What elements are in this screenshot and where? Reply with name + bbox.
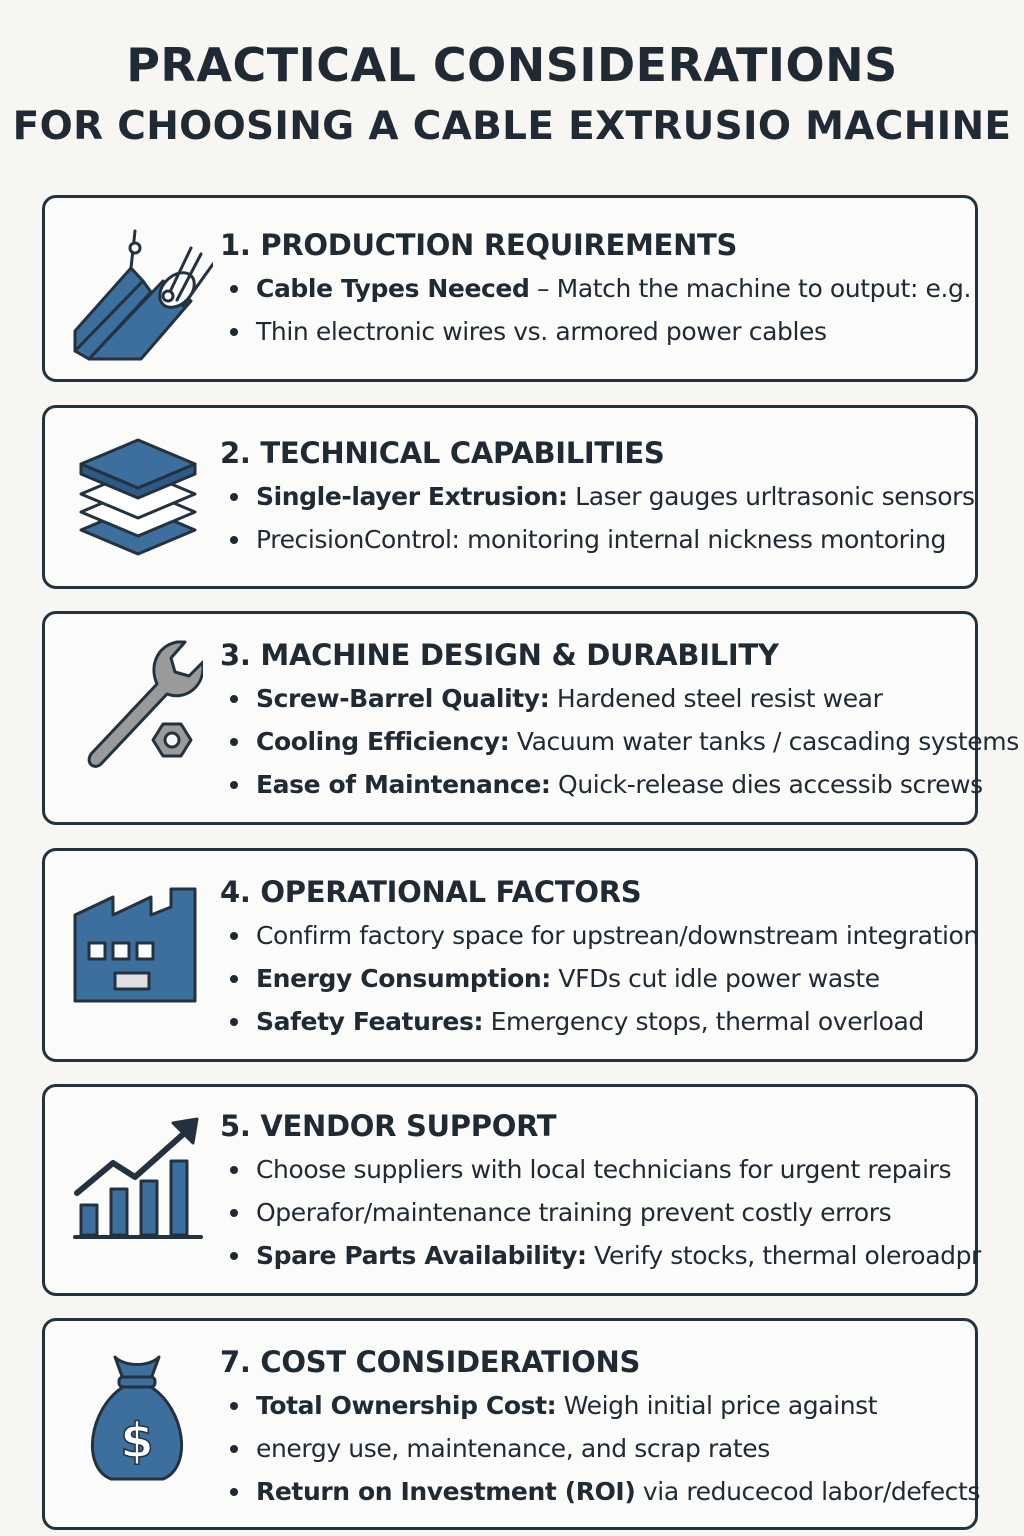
bullet-item: PrecisionControl: monitoring internal nickness montoring — [220, 527, 967, 552]
page-subtitle: FOR CHOOSING A CABLE EXTRUSIO MACHINE — [12, 104, 1012, 149]
section-operational-factors — [42, 848, 978, 1062]
bullet-item: Energy Consumption: VFDs cut idle power waste — [220, 966, 967, 991]
section-production-requirements — [42, 195, 978, 382]
cable-icon — [73, 226, 213, 365]
factory-icon — [73, 885, 199, 1007]
bullet-item: Screw-Barrel Quality: Hardened steel resist wear — [220, 686, 967, 711]
bullet-item: Ease of Maintenance: Quick-release dies accessib screws — [220, 772, 967, 797]
section-title: 1. PRODUCTION REQUIREMENTS — [220, 228, 738, 262]
bullet-item: Confirm factory space for upstrean/downstream integration — [220, 923, 967, 948]
bullet-item: Return on Investment (ROI) via reducecod labor/defects — [220, 1479, 967, 1504]
bullet-item: Cooling Efficiency: Vacuum water tanks / cascading systems — [220, 729, 967, 754]
page-title: PRACTICAL CONSIDERATIONS — [126, 38, 898, 92]
bullet-item: Thin electronic wires vs. armored power cables — [220, 319, 967, 344]
section-title: 7. COST CONSIDERATIONS — [220, 1345, 641, 1379]
bullet-item: Total Ownership Cost: Weigh initial price against — [220, 1393, 967, 1418]
growth-chart-icon — [73, 1117, 205, 1245]
section-title: 2. TECHNICAL CAPABILITIES — [220, 436, 665, 470]
section-title: 4. OPERATIONAL FACTORS — [220, 875, 642, 909]
svg-text:$: $ — [120, 1413, 154, 1469]
section-title: 3. MACHINE DESIGN & DURABILITY — [220, 638, 779, 672]
bullet-item: Operafor/maintenance training prevent costly errors — [220, 1200, 967, 1225]
bullet-item: Safety Features: Emergency stops, thermal overload — [220, 1009, 967, 1034]
section-machine-design — [42, 611, 1019, 825]
bullet-item: Single-layer Extrusion: Laser gauges urltrasonic sensors — [220, 484, 967, 509]
bullet-item: energy use, maintenance, and scrap rates — [220, 1436, 967, 1461]
section-title: 5. VENDOR SUPPORT — [220, 1109, 557, 1143]
bullet-item: Cable Types Neeced – Match the machine to output: e.g. — [220, 276, 967, 301]
section-vendor-support — [42, 1084, 981, 1296]
money-bag-icon — [81, 1347, 193, 1489]
bullet-item: Spare Parts Availability: Verify stocks, thermal oleroadpr — [220, 1243, 967, 1268]
section-technical-capabilities — [42, 405, 978, 589]
section-cost-considerations — [42, 1318, 981, 1530]
bullet-item: Choose suppliers with local technicians for urgent repairs — [220, 1157, 967, 1182]
wrench-nut-icon — [73, 636, 203, 780]
layers-icon — [77, 434, 199, 570]
